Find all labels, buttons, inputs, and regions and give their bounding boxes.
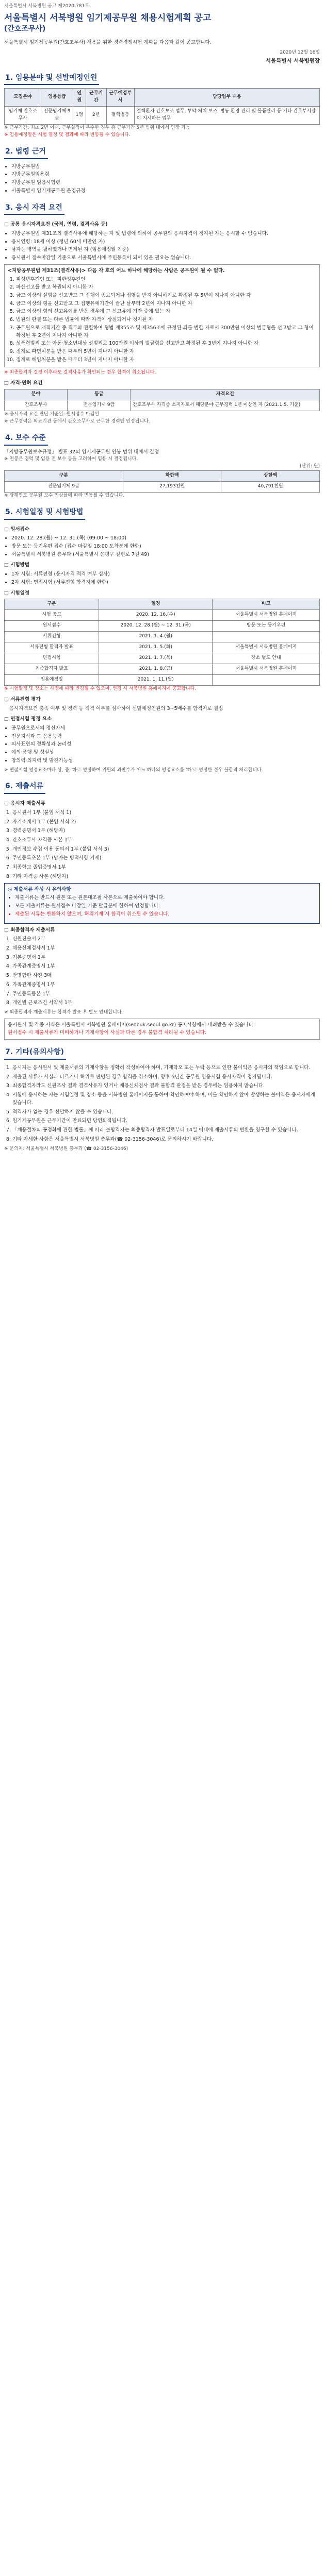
cell-grade: 전문임기제 9급 bbox=[41, 107, 73, 125]
list-item: 4. 가족관계증명서 1부 bbox=[12, 963, 320, 971]
list-item: 3. 경력증명서 1부 (해당자) bbox=[12, 827, 320, 835]
cell-date: 2020. 12. 16.(수) bbox=[99, 610, 213, 621]
application-method: • 방문 또는 등기우편 접수 (접수 마감일 18:00 도착분에 한함) bbox=[11, 543, 320, 551]
list-item: 10. 징계로 해임처분을 받은 때부터 3년이 지나지 아니한 자 bbox=[16, 357, 316, 364]
section-title: 7. 기타(유의사항) bbox=[4, 1047, 66, 1060]
disqualification-list bbox=[16, 276, 316, 364]
list-item: 5. 반명함판 사진 3매 bbox=[12, 972, 320, 980]
list-item: 2. 제출된 서류가 사실과 다르거나 허위로 판명된 경우 합격을 취소하며, 향후 5년간 공무원 임용시험 응시자격이 정지됩니다. bbox=[12, 1074, 320, 1081]
list-item: 1. 피성년후견인 또는 피한정후견인 bbox=[16, 276, 316, 284]
caution-list bbox=[15, 894, 316, 918]
subsection-title: □ 시험일정 bbox=[4, 590, 29, 596]
col-header: 비고 bbox=[213, 599, 320, 610]
subsection-title: □ 서류전형 평가 bbox=[4, 696, 41, 702]
list-item: • 전문지식과 그 응용능력 bbox=[11, 733, 320, 741]
cell-note: 서울특별시 서북병원 홈페이지 bbox=[213, 664, 320, 674]
docs-misc-box bbox=[4, 1019, 320, 1040]
cell-step: 면접시험 bbox=[5, 653, 99, 664]
common-req-list bbox=[11, 230, 320, 262]
section-documents bbox=[4, 781, 320, 1040]
list-item: 3. 금고 이상의 실형을 선고받고 그 집행이 종료되거나 집행을 받지 아니하기로 확정된 후 5년이 지나지 아니한 자 bbox=[16, 292, 316, 300]
table-caption: (단위: 원) bbox=[300, 464, 320, 469]
list-item: 5. 적격자가 없는 경우 선발하지 않을 수 있습니다. bbox=[12, 1109, 320, 1116]
subsection-title: □ 자격·면허 요건 bbox=[4, 380, 43, 386]
section-title: 2. 법령 근거 bbox=[4, 146, 48, 159]
subsection-title: □ 공통 응시자격요건 (국적, 연령, 결격사유 등) bbox=[4, 222, 108, 228]
list-item: 3. 최종합격자라도 신원조사 결과 결격사유가 있거나 채용신체검사 결과 불합격 판정을 받은 경우에는 임용하지 않습니다. bbox=[12, 1082, 320, 1090]
list-item: 7. 주민등록등본 1부 bbox=[12, 991, 320, 998]
col-header: 자격요건 bbox=[131, 389, 320, 400]
list-item: • 예의·품행 및 성실성 bbox=[11, 749, 320, 757]
list-item: 7. 최종학교 졸업증명서 1부 bbox=[12, 864, 320, 872]
subsection-title: □ 시험방법 bbox=[4, 562, 29, 568]
list-item: 8. 기타 자세한 사항은 서울특별시 서북병원 총무과(☎ 02-3156-3046)로 문의하시기 바랍니다. bbox=[12, 1136, 320, 1144]
subsection-title: □ 원서접수 bbox=[4, 526, 29, 532]
list-item: • 지방공무원임용령 bbox=[11, 171, 320, 179]
list-item: 3. 기본증명서 1부 bbox=[12, 954, 320, 962]
col-header: 담당업무 내용 bbox=[134, 89, 319, 107]
cell-count: 1명 bbox=[73, 107, 86, 125]
section-title: 5. 시험일정 및 시험방법 bbox=[4, 507, 85, 520]
list-item: 6. 임기제공무원은 근무기간이 만료되면 당연퇴직됩니다. bbox=[12, 1117, 320, 1125]
announcement-intro: 서울특별시 임기제공무원(간호조무사) 채용을 위한 경력경쟁시험 계획을 다음과 같이 공고합니다. bbox=[4, 39, 212, 45]
notes-list bbox=[12, 1064, 320, 1143]
list-item: 4. 시험에 응시하는 자는 시험일정 및 장소 등을 서북병원 홈페이지를 통하여 확인하여야 하며, 이를 확인하지 않아 발생하는 불이익은 응시자에게 있습니다. bbox=[12, 1092, 320, 1107]
list-item: 8. 성폭력범죄 또는 아동·청소년대상 성범죄로 100만원 이상의 벌금형을 선고받고 확정된 후 3년이 지나지 아니한 자 bbox=[16, 340, 316, 348]
cell-step: 서류전형 bbox=[5, 632, 99, 642]
list-item: 4. 금고 이상의 형을 선고받고 그 집행유예기간이 끝난 날부터 2년이 지나지 아니한 자 bbox=[16, 300, 316, 308]
cell-field: 간호조무사 bbox=[5, 400, 68, 411]
application-list bbox=[11, 535, 320, 558]
salary-table bbox=[4, 470, 320, 493]
cell-note bbox=[213, 674, 320, 685]
col-header: 구분 bbox=[5, 599, 99, 610]
section-title: 1. 임용분야 및 선발예정인원 bbox=[4, 73, 99, 86]
table-row bbox=[5, 653, 320, 664]
announcement-ref: 서울특별시 서북병원 공고 제2020-781호 bbox=[4, 4, 89, 9]
cell-date: 2021. 1. 7.(목) bbox=[99, 653, 213, 664]
subsection-title: □ 최종합격자 제출서류 bbox=[4, 927, 55, 933]
list-item: • 남자는 병역을 필하였거나 면제된 자 (임용예정일 기준) bbox=[11, 246, 320, 254]
note: ※ 근무경력은 의료기관 등에서 간호조무사로 근무한 경력만 인정됩니다. bbox=[4, 418, 150, 424]
list-item: 4. 간호조무사 자격증 사본 1부 bbox=[12, 837, 320, 844]
cell-date: 2020. 12. 28.(월) ~ 12. 31.(목) bbox=[99, 621, 213, 632]
section-title: 6. 제출서류 bbox=[4, 781, 45, 794]
cell-step: 원서접수 bbox=[5, 621, 99, 632]
list-item: 7. 「채용절차의 공정화에 관한 법률」에 따라 불합격자는 최종합격자 발표일로부터 14일 이내에 제출서류의 반환을 청구할 수 있습니다. bbox=[12, 1127, 320, 1134]
legal-list bbox=[11, 163, 320, 195]
cell-grade: 전문임기제 9급 bbox=[68, 400, 131, 411]
cell-step: 임용예정일 bbox=[5, 674, 99, 685]
cell-period: 2년 bbox=[86, 107, 106, 125]
col-header: 분야 bbox=[5, 389, 68, 400]
list-item: 1. 응시자는 응시원서 및 제출서류의 기재사항을 정확히 작성하여야 하며, 기재착오 또는 누락 등으로 인한 불이익은 응시자의 책임으로 합니다. bbox=[12, 1064, 320, 1072]
section-legal bbox=[4, 146, 320, 195]
announcement bbox=[4, 0, 320, 1153]
cell-field: 임기제 간호조무사 bbox=[5, 107, 41, 125]
application-period: • 2020. 12. 28.(월) ~ 12. 31.(목) (09:00 ~ 18:00) bbox=[11, 535, 320, 543]
cell-date: 2021. 1. 11.(월) bbox=[99, 674, 213, 685]
interview-list bbox=[11, 725, 320, 765]
list-item: • 2차 시험: 면접시험 (서류전형 합격자에 한함) bbox=[11, 579, 320, 587]
cell-note: 장소 별도 안내 bbox=[213, 653, 320, 664]
box-title: ◎ 제출서류 작성 시 유의사항 bbox=[8, 886, 71, 892]
cell-note: 방문 또는 등기우편 bbox=[213, 621, 320, 632]
cell-date: 2021. 1. 5.(화) bbox=[99, 642, 213, 653]
col-header: 구분 bbox=[5, 471, 123, 482]
list-item: • 모든 제출서류는 원서접수 마감일 기준 발급분에 한하여 인정합니다. bbox=[15, 903, 316, 910]
col-header: 근무기간 bbox=[86, 89, 106, 107]
note: ※ 임용예정일은 시험 일정 및 결과에 따라 변동될 수 있습니다. bbox=[4, 132, 131, 138]
cell-grade: 전문임기제 9급 bbox=[5, 482, 123, 493]
list-item: • 창의력·의지력 및 발전가능성 bbox=[11, 757, 320, 765]
list-item: • 공무원으로서의 정신자세 bbox=[11, 725, 320, 733]
table-row bbox=[5, 400, 320, 411]
list-item: 1. 신원진술서 2부 bbox=[12, 936, 320, 943]
docs-caution-box bbox=[4, 883, 320, 924]
list-item: 응시원서 및 각종 서식은 서울특별시 서북병원 홈페이지(seobuk.seoul.go.kr) 공지사항에서 내려받을 수 있습니다. bbox=[8, 1022, 255, 1028]
list-item: • 응시연령: 18세 이상 (정년 60세 미만인 자) bbox=[11, 239, 320, 246]
announcement-subtitle: (간호조무사) bbox=[4, 25, 46, 33]
note: ※ 면접시험 평정요소마다 상, 중, 하로 평정하여 위원의 과반수가 어느 하나의 평정요소를 '하'로 평정한 경우 불합격 처리합니다. bbox=[4, 767, 263, 773]
list-item: • 지방공무원법 bbox=[11, 163, 320, 171]
cell-dept: 결핵병동 bbox=[106, 107, 134, 125]
list-item: 2. 파산선고를 받고 복권되지 아니한 자 bbox=[16, 284, 316, 292]
box-title: <지방공무원법 제31조(결격사유)> 다음 각 호의 어느 하나에 해당하는 사람은 공무원이 될 수 없다. bbox=[8, 267, 225, 274]
final-docs-list bbox=[12, 936, 320, 1007]
note: ※ 연봉은 경력 및 임용 전 보수 등을 고려하여 임용 시 결정됩니다. bbox=[4, 456, 138, 462]
col-header: 임용등급 bbox=[41, 89, 73, 107]
list-item: • 지방공무원법 제31조의 결격사유에 해당하는 자 및 법령에 의하여 공무원의 응시자격이 정지된 자는 응시할 수 없습니다. bbox=[11, 230, 320, 238]
cell-step: 서류전형 합격자 발표 bbox=[5, 642, 99, 653]
cell-requirement: 간호조무사 자격증 소지자로서 해당분야 근무경력 1년 이상인 자 (2021.1.5. 기준) bbox=[131, 400, 320, 411]
cell-note bbox=[213, 632, 320, 642]
disqualification-box bbox=[4, 264, 320, 368]
section-positions bbox=[4, 73, 320, 139]
announcement-date: 2020년 12월 16일 bbox=[280, 50, 320, 56]
list-item: 9. 징계로 파면처분을 받은 때부터 5년이 지나지 아니한 자 bbox=[16, 348, 316, 356]
col-header: 모집분야 bbox=[5, 89, 41, 107]
list-item: 원서접수 시 제출서류가 미비하거나 기재사항이 사실과 다른 경우 불합격 처리될 수 있습니다. bbox=[8, 1029, 206, 1036]
list-item: 2. 채용신체검사서 1부 bbox=[12, 945, 320, 953]
qualification-table bbox=[4, 389, 320, 411]
table-row bbox=[5, 632, 320, 642]
section-eligibility bbox=[4, 202, 320, 426]
cell-step: 최종합격자 발표 bbox=[5, 664, 99, 674]
steps-list bbox=[11, 571, 320, 586]
list-item: • 지방공무원 임용시험령 bbox=[11, 179, 320, 187]
section-title: 3. 응시 자격 요건 bbox=[4, 202, 64, 215]
col-header: 상한액 bbox=[221, 471, 320, 482]
list-item: • 1차 시험: 서류전형 (응시자격 적격 여부 심사) bbox=[11, 571, 320, 579]
note: ※ 시험일정 및 장소는 사정에 따라 변경될 수 있으며, 변경 시 서북병원 홈페이지에 공고합니다. bbox=[4, 686, 197, 691]
table-row bbox=[5, 610, 320, 621]
subsection-title: □ 면접시험 평정 요소 bbox=[4, 716, 52, 722]
table-row bbox=[5, 642, 320, 653]
docs-list bbox=[12, 809, 320, 881]
table-row bbox=[5, 482, 320, 493]
section-title: 4. 보수 수준 bbox=[4, 433, 48, 446]
cell-note: 서울특별시 서북병원 홈페이지 bbox=[213, 642, 320, 653]
cell-step: 시험 공고 bbox=[5, 610, 99, 621]
list-item: 8. 개인별 근로조건 서약서 1부 bbox=[12, 999, 320, 1007]
note: ※ 응시자격 요건 판단 기준일: 원서접수 마감일 bbox=[4, 411, 100, 417]
list-item: 7. 공무원으로 재직기간 중 직무와 관련하여 형법 제355조 및 제356조에 규정된 죄를 범한 자로서 300만원 이상의 벌금형을 선고받고 그 형이 확정된 후 2년이 지나지 아니한 자 bbox=[16, 325, 316, 340]
col-header: 하한액 bbox=[123, 471, 221, 482]
eval-desc: 응시자격요건 충족 여부 및 경력 등 적격 여부를 심사하여 선발예정인원의 3~5배수를 합격자로 결정 bbox=[9, 705, 223, 711]
schedule-table bbox=[4, 599, 320, 686]
note: ※ 근무기간: 최초 2년 이내, 근무실적이 우수한 경우 총 근무기간 5년 범위 내에서 연장 가능 bbox=[4, 125, 190, 131]
cell-max: 40,791천원 bbox=[221, 482, 320, 493]
list-item: • 서울특별시 임기제공무원 운영규정 bbox=[11, 188, 320, 195]
section-notes bbox=[4, 1047, 320, 1153]
col-header: 등급 bbox=[68, 389, 131, 400]
list-item: 6. 법원의 판결 또는 다른 법률에 따라 자격이 상실되거나 정지된 자 bbox=[16, 316, 316, 324]
note: ※ 최종합격자 제출서류는 합격자 발표 후 별도 안내합니다. bbox=[4, 1009, 123, 1015]
contact-note: ※ 문의처: 서울특별시 서북병원 총무과 (☎ 02-3156-3046) bbox=[4, 1146, 128, 1151]
col-header: 근무예정부서 bbox=[106, 89, 134, 107]
note: ※ 당해연도 공무원 보수 인상률에 따라 변동될 수 있습니다. bbox=[4, 493, 125, 498]
section-schedule bbox=[4, 507, 320, 774]
list-item: 1. 응시원서 1부 (붙임 서식 1) bbox=[12, 809, 320, 817]
cell-duties: 결핵환자 간호보조 업무, 투약·처치 보조, 병동 환경 관리 및 물품관리 등 기타 간호부서장이 지시하는 업무 bbox=[134, 107, 319, 125]
section-salary bbox=[4, 433, 320, 500]
signature-block bbox=[4, 49, 320, 65]
list-item: 6. 가족관계증명서 1부 bbox=[12, 981, 320, 989]
list-item: • 제출서류는 반드시 원본 또는 원본대조필 사본으로 제출하여야 합니다. bbox=[15, 894, 316, 902]
list-item: 5. 금고 이상의 형의 선고유예를 받은 경우에 그 선고유예 기간 중에 있는 자 bbox=[16, 308, 316, 316]
cell-note: 서울특별시 서북병원 홈페이지 bbox=[213, 610, 320, 621]
cell-date: 2021. 1. 8.(금) bbox=[99, 664, 213, 674]
salary-desc: 「지방공무원보수규정」 별표 32의 임기제공무원 연봉 범위 내에서 결정 bbox=[4, 449, 159, 455]
table-row bbox=[5, 674, 320, 685]
col-header: 인원 bbox=[73, 89, 86, 107]
table-row bbox=[5, 621, 320, 632]
subsection-title: □ 응시자 제출서류 bbox=[4, 801, 45, 807]
warning-note: ※ 최종합격자 결정 이후라도 결격사유가 확인되는 경우 합격이 취소됩니다. bbox=[4, 370, 156, 376]
cell-min: 27,193천원 bbox=[123, 482, 221, 493]
list-item: 6. 주민등록초본 1부 (남자는 병적사항 기재) bbox=[12, 855, 320, 862]
cell-date: 2021. 1. 4.(월) bbox=[99, 632, 213, 642]
list-item: 8. 기타 자격증 사본 (해당자) bbox=[12, 873, 320, 881]
list-item: 2. 자기소개서 1부 (붙임 서식 2) bbox=[12, 819, 320, 826]
positions-table bbox=[4, 88, 320, 125]
col-header: 일정 bbox=[99, 599, 213, 610]
application-place: • 서울특별시 서북병원 총무과 (서울특별시 은평구 갈현로 7길 49) bbox=[11, 551, 320, 559]
list-item: • 제출된 서류는 반환하지 않으며, 허위기재 시 합격이 취소될 수 있습니다. bbox=[15, 911, 316, 919]
announcement-title: 서울특별시 서북병원 임기제공무원 채용시험계획 공고 bbox=[4, 12, 212, 23]
list-item: • 의사표현의 정확성과 논리성 bbox=[11, 741, 320, 749]
list-item: 5. 개인정보 수집·이용 동의서 1부 (붙임 서식 3) bbox=[12, 846, 320, 854]
table-row bbox=[5, 664, 320, 674]
list-item: • 응시원서 접수마감일 기준으로 서울특별시에 주민등록이 되어 있을 필요는 없습니다. bbox=[11, 255, 320, 262]
issuing-org: 서울특별시 서북병원장 bbox=[265, 58, 320, 64]
table-row bbox=[5, 107, 320, 125]
